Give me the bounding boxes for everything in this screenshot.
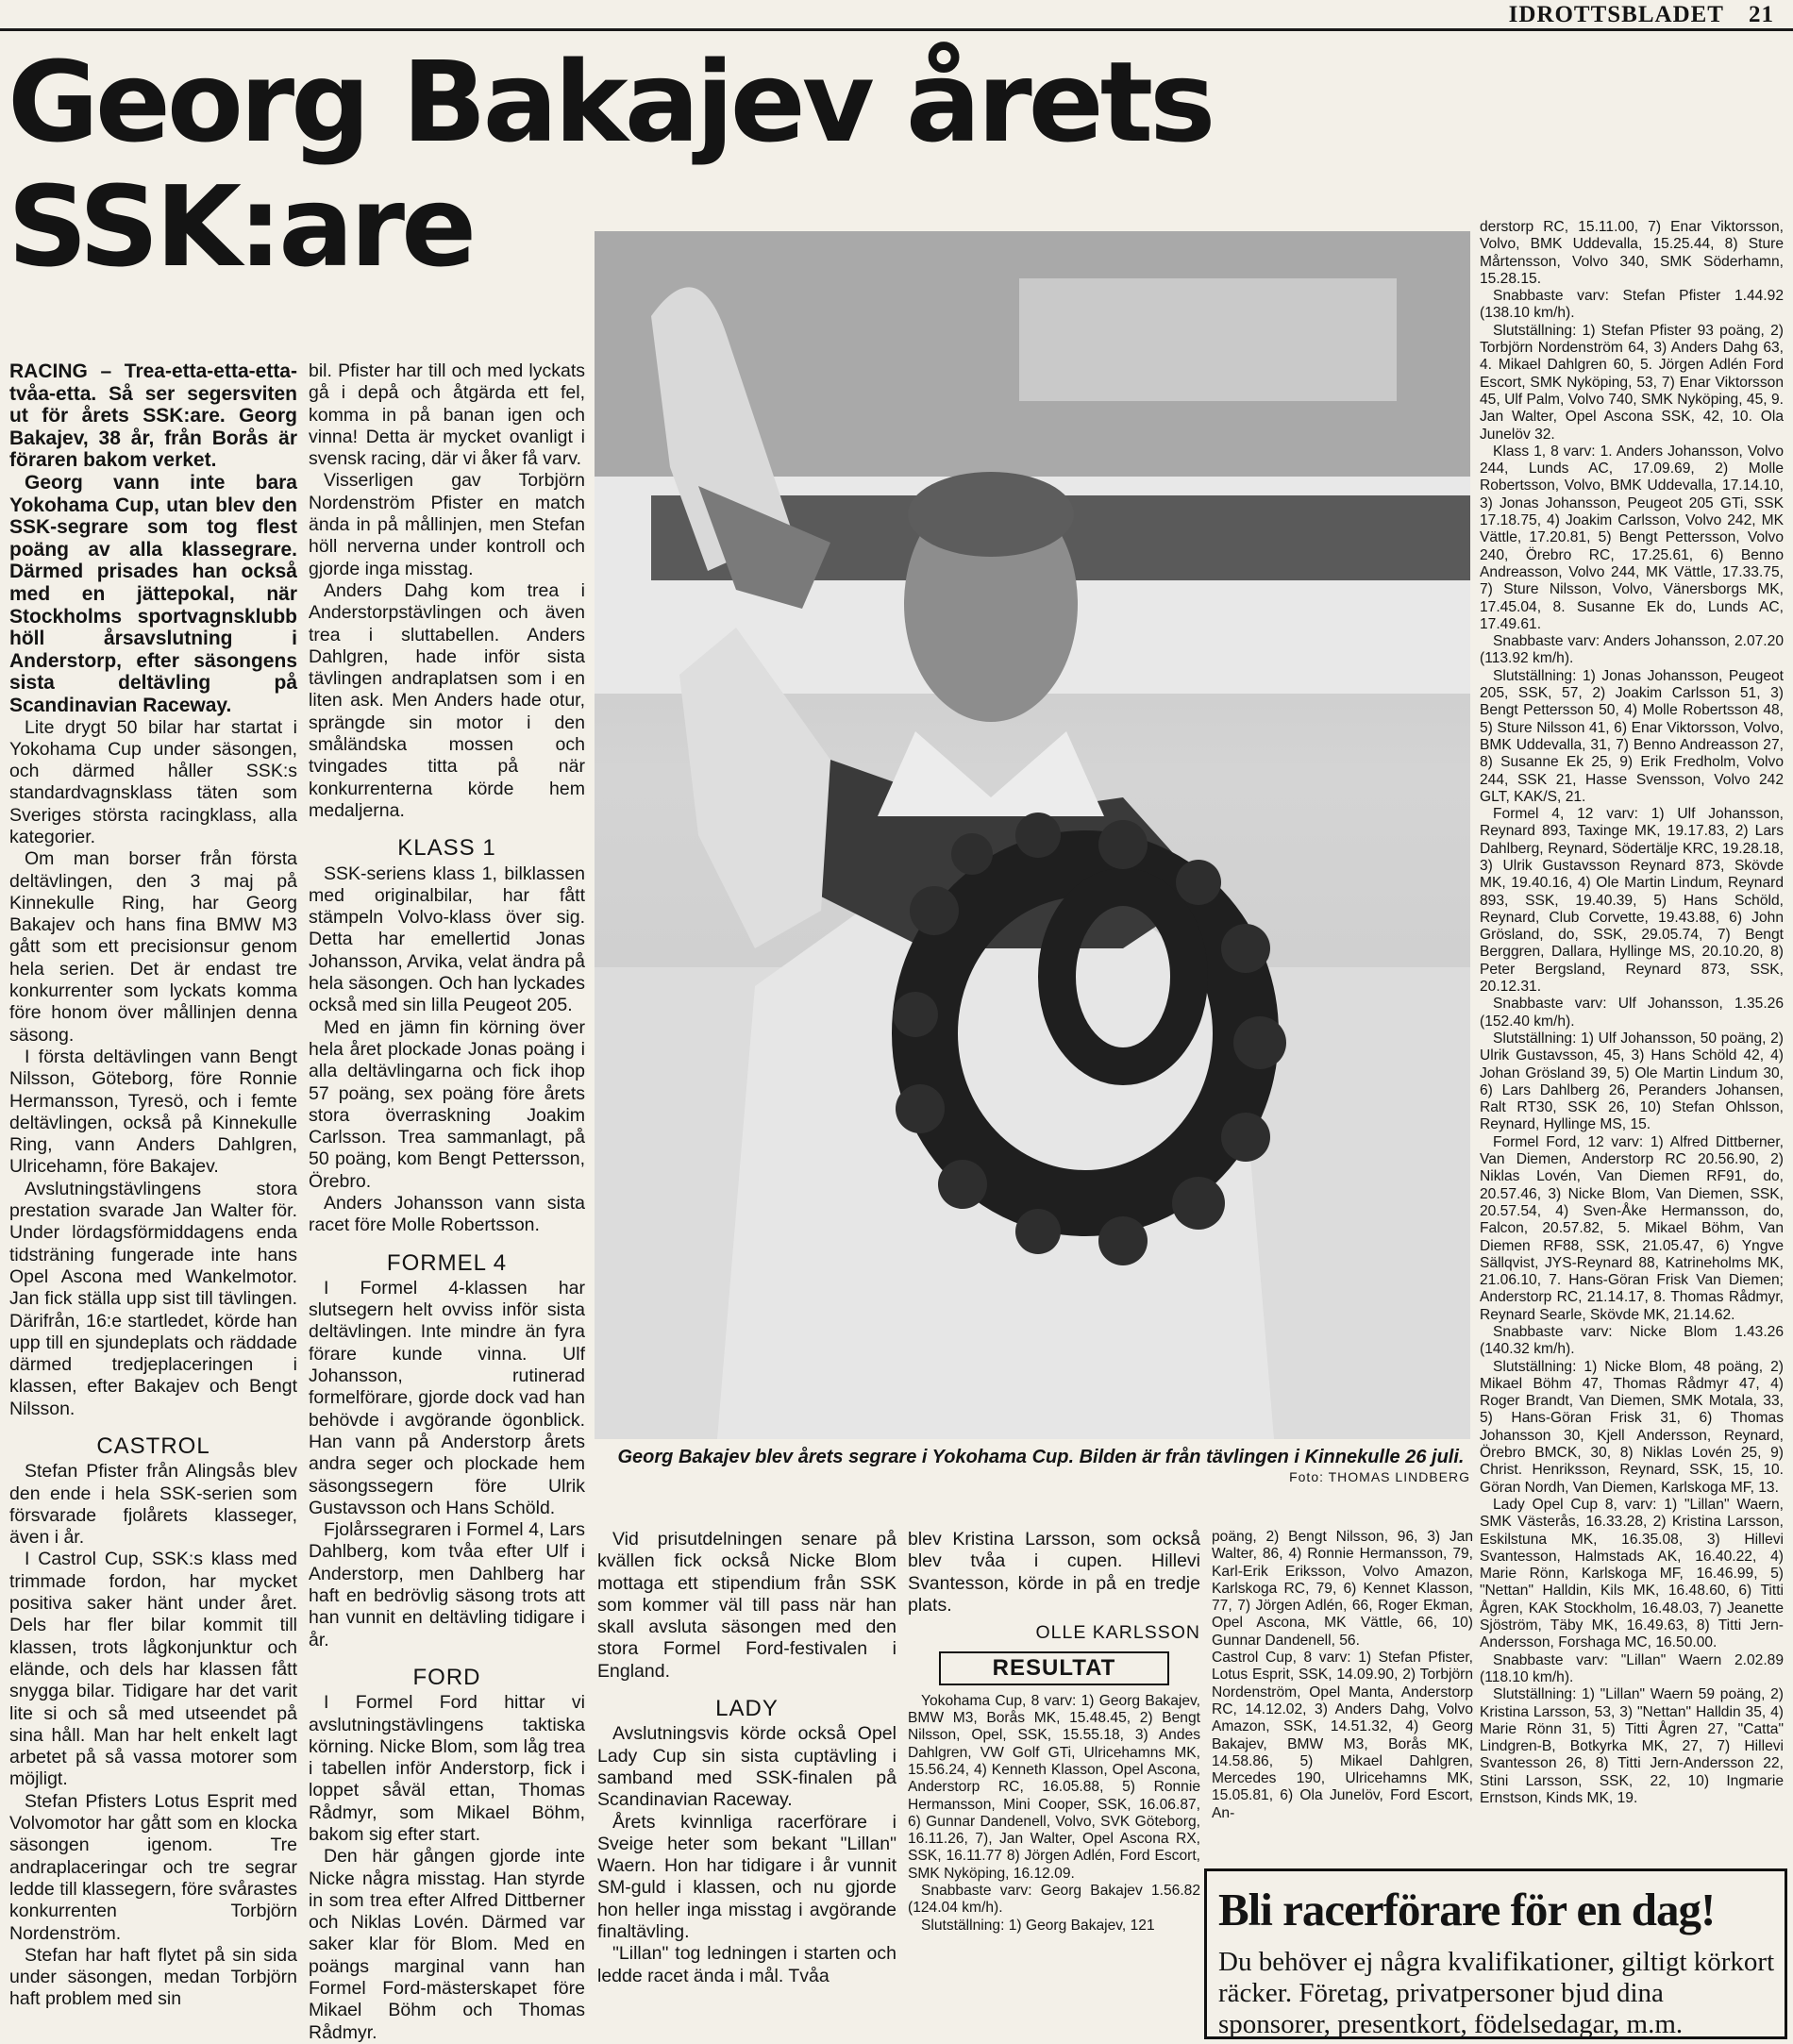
body-paragraph: Årets kvinnliga racerförare i Sveige heter som bekant "Lillan" Waern. Hon har tidigare i år vunnit SM-guld i klassen, och nu gjorde hon heller inga misstag i avgörande finaltävling.: [597, 1811, 896, 1943]
body-paragraph: I Formel 4-klassen har slutsegern helt ovviss inför sista deltävlingen. Inte mindre än fyra förare kunde vinna. Ulf Johansson, rutinerad formelförare, gjorde dock vad han behövde i avgörande ögonblick. Han vann på Anderstorp årets andra seger och plockade hem säsongssegern före Ulrik Gustavsson och Hans Schöld.: [309, 1277, 585, 1518]
body-paragraph: Anders Dahg kom trea i Anderstorpstävlingen och även trea i sluttabellen. Anders Dahlgren, hade inför sista tävlingen andraplatsen som i en liten ask. Men Anders hade otur, sprängde sin motor i den småländska mossen och tvingades titta på när konkurrenterna körde hem medaljerna.: [309, 579, 585, 821]
body-paragraph: bil. Pfister har till och med lyckats gå i depå och åtgärda ett fel, komma in på banan igen och vinna! Detta är mycket ovanligt i svensk racing, där vi åker få varv.: [309, 360, 585, 470]
subheading-castrol: CASTROL: [96, 1433, 210, 1459]
results-paragraph: Formel Ford, 12 varv: 1) Alfred Dittberner, Van Diemen, Anderstorp RC 20.56.90, 2) Niklas Lovén, Van Diemen RF91, do, 20.57.46, 3) Nicke Blom, Van Diemen, SSK, 20.57.54, 4) Sven-Åke Hermansson, do, Falcon, 20.57.82, 5. Mikael Böhm, Van Diemen RF88, SSK, 21.05.47, 6) Yngve Sällqvist, JYS-Reynard 88, Katrineholms MK, 21.06.10, 7. Hans-Göran Frisk Van Diemen; Anderstorp RC, 21.14.17, 8. Thomas Rådmyr, Reynard Searle, Skövde MK, 21.14.62.: [1480, 1133, 1784, 1323]
lead-paragraph-2: Georg vann inte bara Yokohama Cup, utan blev den SSK-segrare som tog flest poäng av alla klassegrare. Därmed prisades han också med en jättepokal, när Stockholms sportvagnsklubb höll årsavslutning i Anderstorp, efter säsongens sista deltävling på Scandinavian Raceway.: [9, 471, 297, 716]
byline: OLLE KARLSSON: [1035, 1622, 1200, 1644]
body-paragraph: Visserligen gav Torbjörn Nordenström Pfister en match ända in på mållinjen, men Stefan höll nerverna under kontroll och gjorde inga misstag.: [309, 470, 585, 579]
results-heading: RESULTAT: [939, 1651, 1169, 1684]
body-paragraph: Om man borser från första deltävlingen, den 3 maj på Kinnekulle Ring, har Georg Bakajev och hans fina BMW M3 gått som ett precisionsur genom hela serien. Det är endast tre konkurrenter som lyckats komma före honom över mållinjen denna säsong.: [9, 848, 297, 1046]
body-paragraph: I Formel Ford hittar vi avslutningstävlingens taktiska körning. Nicke Blom, som låg trea i tabellen inför Anderstorp, fick i loppet såväl ettan, Thomas Rådmyr, som Mikael Böhm, bakom sig efter start.: [309, 1692, 585, 1845]
results-paragraph: Snabbaste varv: Ulf Johansson, 1.35.26 (152.40 km/h).: [1480, 996, 1784, 1030]
results-column-1: [1480, 219, 1784, 1807]
body-paragraph: Vid prisutdelningen senare på kvällen fick också Nicke Blom mottaga ett stipendium från SSK som kommer väl till pass när han skall avsluta säsongen med den stora Formel Ford-festivalen i England.: [597, 1529, 896, 1682]
body-paragraph: Med en jämn fin körning över hela året plockade Jonas poäng i alla deltävlingarna och fick ihop 57 poäng, sex poäng före årets stora överraskning Joakim Carlsson. Trea sammanlagt, på 50 poäng, kom Bengt Pettersson, Örebro.: [309, 1016, 585, 1192]
results-paragraph: Slutställning: 1) Nicke Blom, 48 poäng, 2) Mikael Böhm 47, Thomas Rådmyr 47, 4) Roger Brandt, Van Diemen, SMK Motala, 33, 5) Hans-Göran Frisk 31, 6) Thomas Johansson 30, Kjell Andersson, Reynard, Örebro BMCK, 30, 8) Niklas Lovén 25, 9) Christ. Henriksson, Reynard, SSK, 15, 10. Göran Nordh, Van Diemen, Karlskoga MF, 13.: [1480, 1358, 1784, 1496]
photo-caption: Georg Bakajev blev årets segrare i Yokohama Cup. Bilden är från tävlingen i Kinnekulle 26 juli.: [617, 1447, 1465, 1467]
results-paragraph: Slutställning: 1) Stefan Pfister 93 poäng, 2) Torbjörn Nordenström 64, 3) Anders Dahg 63, 4. Mikael Dahlgren 60, 5. Jörgen Adlén Ford Escort, SMK Nyköping, 53, 7) Enar Viktorsson 45, Ulf Palm, Volvo 740, SMK Nyköping, 45, 9. Jan Walter, Opel Ascona SSK, 42, 10. Ola Junelöv 32.: [1480, 322, 1784, 443]
lead-kicker: RACING: [9, 360, 88, 382]
body-paragraph: Stefan har haft flytet på sin sida under säsongen, medan Torbjörn haft problem med sin: [9, 1944, 297, 2010]
body-paragraph: SSK-seriens klass 1, bilklassen med originalbilar, har fått stämpeln Volvo-klass över sig. Detta har emellertid Jonas Johansson, Arvika, velat ändra på hela säsongen. Och han lyckades också med sin lilla Peugeot 205.: [309, 863, 585, 1016]
article-column-1: [9, 360, 297, 2011]
results-paragraph: Slutställning: 1) Georg Bakajev, 121: [921, 1917, 1155, 1934]
page-number: 21: [1749, 2, 1774, 27]
body-paragraph: I Castrol Cup, SSK:s klass med trimmade fordon, har mycket positiva saker hänt under året. Dels har fler bilar kommit till klassen, trots lågkonjunktur och elände, och dels har klassen fått snygga bilar. Tidigare har det varit lite si och så med utseendet på sina håll. Man har helt enkelt lagt arbetet på så vassa motorer som möjligt.: [9, 1549, 297, 1790]
results-paragraph: Snabbaste varv: "Lillan" Waern 2.02.89 (118.10 km/h).: [1480, 1651, 1784, 1685]
body-paragraph: Den här gången gjorde inte Nicke några misstag. Han styrde in som trea efter Alfred Dittberner och Niklas Lovén. Därmed var saker klar för Blom. Med en poängs marginal vann han Formel Ford-mästerskapet före Mikael Böhm och Thomas Rådmyr.: [309, 1846, 585, 2043]
results-paragraph: Klass 1, 8 varv: 1. Anders Johansson, Volvo 244, Lunds AC, 17.09.69, 2) Molle Robertsson, Volvo, BMK Uddevalla, 17.14.10, 3) Jonas Johansson, Peugeot 205 GTi, SSK 17.18.75, 4) Joakim Carlsson, Volvo 242, MK Vättle, 17.20.81, 5) Bengt Pettersson, Volvo 240, Örebro RC, 17.25.61, 6) Benno Andreasson, Volvo 244, MK Vättle, 17.33.75, 7) Sture Nilsson, Volvo, Vänersborgs MK, 17.45.04, 8. Susanne Ek do, Lunds AC, 17.49.61.: [1480, 443, 1784, 632]
body-paragraph: I första deltävlingen vann Bengt Nilsson, Göteborg, före Ronnie Hermansson, Tyresö, och i femte deltävlingen, också på Kinnekulle Ring, vann Anders Dahlgren, Ulricehamn, före Bakajev.: [9, 1046, 297, 1178]
advertisement-box: [1204, 1868, 1787, 2039]
subheading-klass1: KLASS 1: [397, 835, 496, 862]
article-column-3: [597, 1529, 896, 1987]
subheading-lady: LADY: [715, 1696, 779, 1722]
results-paragraph: Snabbaste varv: Georg Bakajev 1.56.82 (124.04 km/h).: [908, 1883, 1200, 1917]
article-column-2: [309, 360, 585, 2044]
results-column-2: [1212, 1529, 1473, 1822]
results-paragraph: poäng, 2) Bengt Nilsson, 96, 3) Jan Walter, 86, 4) Ronnie Hermansson, 79, Karl-Erik Eriksson, Volvo Amazon, Karlskoga RC, 79, 6) Kennet Klasson, 77, 7) Jörgen Adlén, 66, Roger Ekman, Opel Ascona, MK Vättle, 66, 10) Gunnar Dandenell, 56.: [1212, 1529, 1473, 1649]
results-paragraph: Snabbaste varv: Stefan Pfister 1.44.92 (138.10 km/h).: [1480, 288, 1784, 322]
body-paragraph: Stefan Pfisters Lotus Esprit med Volvomotor har gått som en klocka säsongen igenom. Tre andraplaceringar och tre segrar ledde till klassegern, före svårastes konkurrenten Torbjörn Nordenström.: [9, 1790, 297, 1944]
body-paragraph: "Lillan" tog ledningen i starten och ledde racet ända i mål. Tvåa: [597, 1943, 896, 1986]
results-paragraph: Snabbaste varv: Nicke Blom 1.43.26 (140.32 km/h).: [1480, 1324, 1784, 1358]
lead-text: – Trea-etta-etta-etta-tvåa-etta. Så ser segersviten ut för årets SSK:are. Georg Bakajev, 38 år, från Borås är föraren bakom verket.: [9, 360, 297, 472]
body-paragraph: blev Kristina Larsson, som också blev tvåa i cupen. Hillevi Svantesson, körde in på en tredje plats.: [908, 1529, 1200, 1616]
results-paragraph: Slutställning: 1) Jonas Johansson, Peugeot 205, SSK, 57, 2) Joakim Carlsson 51, 3) Bengt Pettersson 50, 4) Molle Robertsson 48, 5) Sture Nilsson 41, 6) Enar Viktorsson, Volvo, BMK Uddevalla, 31, 7) Benno Andreasson 27, 8) Susanne Ek 25, 9) Erik Fredholm, Volvo 244, SSK 21, Hasse Svensson, Volvo 242 GLT, KAK/S, 21.: [1480, 667, 1784, 805]
paper-name: IDROTTSBLADET: [1508, 2, 1724, 27]
photo-illustration: [595, 231, 1470, 1439]
masthead: [1509, 2, 1774, 28]
subheading-ford: FORD: [412, 1664, 481, 1690]
headline: Georg Bakajev årets SSK:are: [8, 37, 1213, 292]
results-paragraph: Slutställning: 1) Ulf Johansson, 50 poäng, 2) Ulrik Gustavsson, 45, 3) Hans Schöld 42, 4) Johan Grösland 39, 5) Ole Martin Lindum 30, 6) Lars Dahlberg 26, Peranders Johansen, Ralt RT30, SSK 26, 10) Stefan Ohlsson, Reynard, Hyllinge MS, 15.: [1480, 1030, 1784, 1133]
results-paragraph: Formel 4, 12 varv: 1) Ulf Johansson, Reynard 893, Taxinge MK, 19.17.83, 2) Lars Dahlberg, Reynard, Södertälje KRC, 19.28.18, 3) Ulrik Gustavsson Reynard 873, Skövde MK, 19.40.16, 4) Ole Martin Lindum, Reynard 893, SSK, 19.40.39, 5) Hans Schöld, Reynard, Club Corvette, 19.43.88, 6) John Grösland, do, SSK, 29.05.74, 7) Bengt Berggren, Dallara, Hyllinge MS, 20.10.20, 8) Peter Bergsland, Reynard 873, SSK, 20.12.31.: [1480, 806, 1784, 996]
article-column-4: [908, 1529, 1200, 1935]
masthead-rule: [0, 28, 1793, 31]
results-paragraph: Slutställning: 1) "Lillan" Waern 59 poäng, 2) Kristina Larsson, 53, 3) "Nettan" Halldin 35, 4) Marie Rönn 31, 5) Titti Ågren 27, "Catta" Lindgren-B, Botkyrka MK, 27, 7) Hillevi Svantesson 26, 8) Titti Jern-Andersson 22, Stini Larsson, SSK, 22, 10) Ingmarie Ernstson, Kinds MK, 19.: [1480, 1686, 1784, 1807]
photo: [595, 231, 1470, 1439]
results-paragraph: derstorp RC, 15.11.00, 7) Enar Viktorsson, Volvo, BMK Uddevalla, 15.25.44, 8) Sture Mårtensson, Volvo 340, SMK Söderhamn, 15.28.15.: [1480, 219, 1784, 287]
results-paragraph: Snabbaste varv: Anders Johansson, 2.07.20 (113.92 km/h).: [1480, 633, 1784, 667]
results-paragraph: Yokohama Cup, 8 varv: 1) Georg Bakajev, BMW M3, Borås MK, 15.48.45, 2) Bengt Nilsson, Opel, SSK, 15.55.18, 3) Andes Dahlgren, VW Golf GTi, Ulricehamns MK, 15.56.24, 4) Kenneth Klasson, Opel Ascona, Anderstorp RC, 16.05.88, 5) Ronnie Hermansson, Mini Cooper, SSK, 16.06.87, 6) Gunnar Dandenell, Volvo, SVK Göteborg, 16.11.26, 7), Jan Walter, Opel Ascona RX, SSK, 16.11.77 8) Jörgen Adlén, Ford Escort, SMK Nyköping, 16.12.09.: [908, 1692, 1200, 1882]
body-paragraph: Fjolårssegraren i Formel 4, Lars Dahlberg, kom tvåa efter Ulf i Anderstorp, men Dahlberg har haft en bedrövlig säsong trots att han vunnit en deltävling tidigare i år.: [309, 1519, 585, 1650]
subheading-formel4: FORMEL 4: [386, 1249, 508, 1276]
ad-text: Du behöver ej några kvalifikationer, giltigt körkort räcker. Företag, privatpersoner bjud dina sponsorer, presentkort, födelsedagar, m.m.: [1218, 1947, 1775, 2039]
results-paragraph: Lady Opel Cup 8, varv: 1) "Lillan" Waern, SMK Västerås, 16.33.28, 2) Kristina Larsson, Eskilstuna MK, 16.35.08, 3) Hillevi Svantesson, Halmstads AK, 16.40.22, 4) Marie Rönn, Karlskoga MF, 16.46.99, 5) "Nettan" Halldin, Kils MK, 16.48.60, 6) Titti Ågren, KAK Stockholm, 16.48.03, 7) Jeanette Sjöström, Täby MK, 16.49.63, 8) Titti Jern-Andersson, Forshaga MC, 16.50.00.: [1480, 1496, 1784, 1651]
bleed-through-text: [1491, 33, 1774, 212]
lead-paragraph: [9, 360, 297, 472]
ad-title: Bli racerförare för en dag!: [1218, 1884, 1716, 1935]
results-paragraph: Castrol Cup, 8 varv: 1) Stefan Pfister, Lotus Esprit, SSK, 14.09.90, 2) Torbjörn Nordenström, Opel Manta, Anderstorp RC, 14.12.02, 3) Anders Dahg, Volvo Amazon, SSK, 14.51.32, 4) Georg Bakajev, BMW M3, Borås MK, 14.58.86, 5) Mikael Dahlgren, Mercedes 190, Ulricehamns MK, 15.05.81, 6) Ola Junelöv, Ford Escort, An-: [1212, 1650, 1473, 1821]
body-paragraph: Anders Johansson vann sista racet före Molle Robertsson.: [309, 1192, 585, 1236]
body-paragraph: Avslutningsvis körde också Opel Lady Cup sin sista cuptävling i samband med SSK-finalen på Scandinavian Raceway.: [597, 1723, 896, 1811]
body-paragraph: Stefan Pfister från Alingsås blev den ende i hela SSK-serien som försvarade fjolårets klasseger, även i år.: [9, 1461, 297, 1549]
body-paragraph: Avslutningstävlingens stora prestation svarade Jan Walter för. Under lördagsförmiddagens enda tidsträning fungerade inte hans Opel Ascona med Wankelmotor. Jan fick ställa upp sist till tävlingen. Därifrån, 16:e startledet, körde han upp till en sjundeplats och räddade därmed tredjeplaceringen i klassen, efter Bakajev och Bengt Nilsson.: [9, 1178, 297, 1419]
photo-credit: Foto: THOMAS LINDBERG: [1289, 1469, 1470, 1484]
body-paragraph: Lite drygt 50 bilar har startat i Yokohama Cup under säsongen, och därmed håller SSK:s standardvagnsklass täten som Sveriges största racingklass, alla kategorier.: [9, 716, 297, 847]
